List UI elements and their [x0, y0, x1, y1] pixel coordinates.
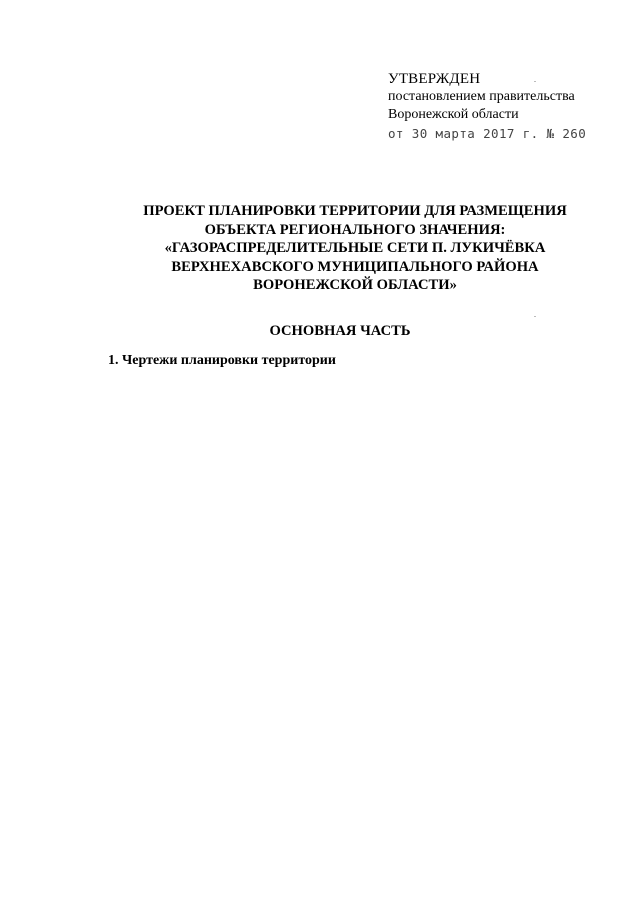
approval-heading: УТВЕРЖДЕН	[388, 71, 481, 87]
document-title	[110, 202, 600, 295]
scan-artifact	[534, 81, 536, 82]
approval-block	[388, 70, 618, 143]
scan-artifact	[534, 316, 536, 317]
list-item: 1. Чертежи планировки территории	[108, 353, 336, 368]
title-line: «ГАЗОРАСПРЕДЕЛИТЕЛЬНЫЕ СЕТИ П. ЛУКИЧЁВКА	[164, 240, 546, 256]
title-line: ВОРОНЕЖСКОЙ ОБЛАСТИ»	[253, 277, 457, 293]
approval-line-2: Воронежской области	[388, 107, 519, 122]
approval-line-1: постановлением правительства	[388, 89, 575, 104]
section-heading: ОСНОВНАЯ ЧАСТЬ	[269, 323, 411, 339]
approval-date-stamp: от 30 марта 2017 г. № 260	[388, 126, 587, 141]
title-line: ОБЪЕКТА РЕГИОНАЛЬНОГО ЗНАЧЕНИЯ:	[204, 221, 506, 238]
title-line: ВЕРХНЕХАВСКОГО МУНИЦИПАЛЬНОГО РАЙОНА	[171, 258, 539, 275]
title-line: ПРОЕКТ ПЛАНИРОВКИ ТЕРРИТОРИИ ДЛЯ РАЗМЕЩЕНИЯ	[143, 203, 567, 219]
